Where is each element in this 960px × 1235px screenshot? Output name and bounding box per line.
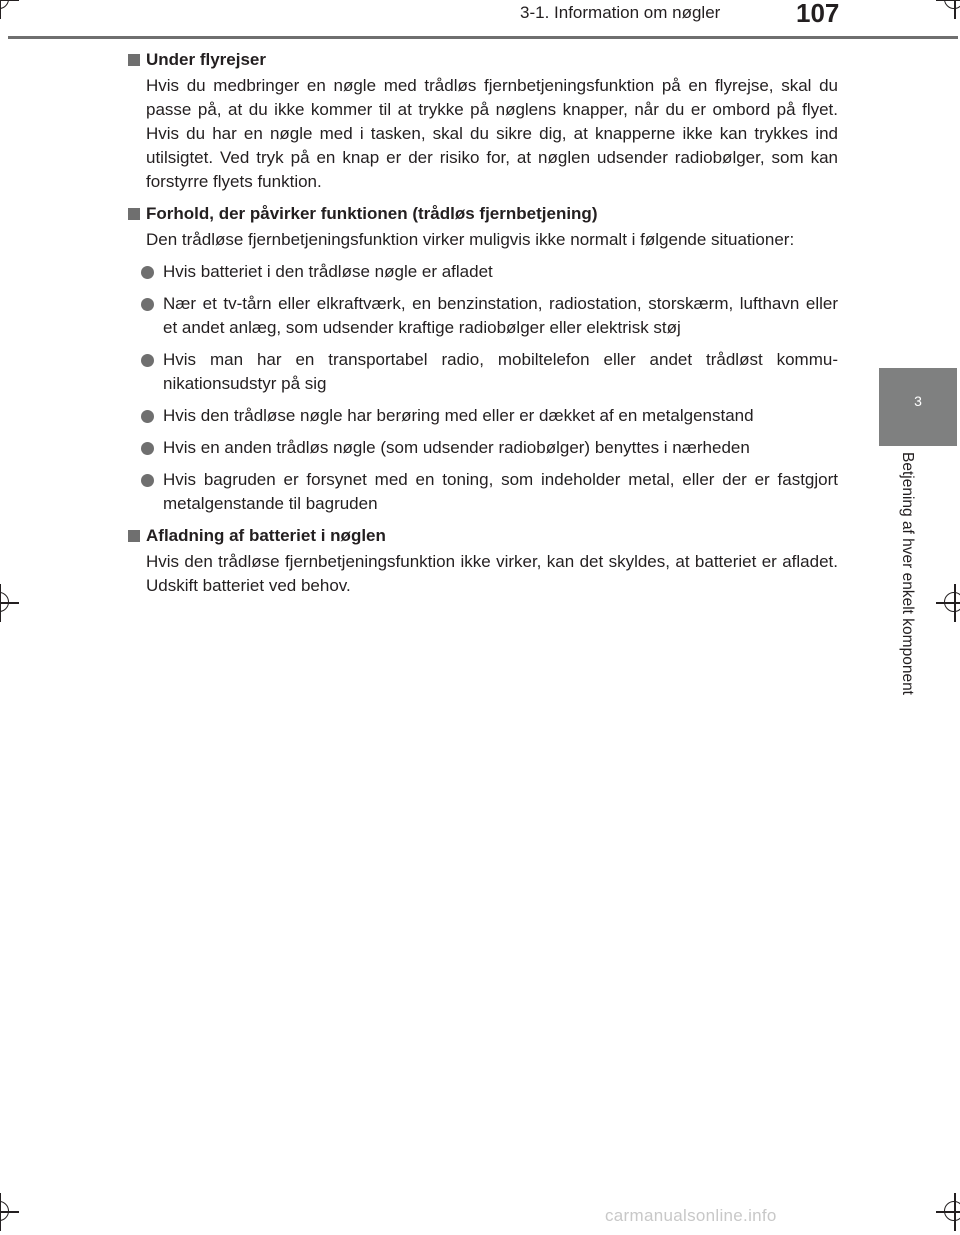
section-heading [128, 48, 838, 72]
registration-mark-icon [0, 0, 11, 11]
round-bullet-icon [141, 474, 154, 487]
square-bullet-icon [128, 208, 140, 220]
section-heading-text: Afladning af batteriet i nøglen [146, 526, 386, 545]
round-bullet-icon [141, 354, 154, 367]
list-item-text: Hvis den trådløse nøgle har berøring med eller er dækket af en metalgenstand [163, 406, 754, 425]
registration-mark-icon [944, 592, 960, 614]
section-heading [128, 202, 838, 226]
watermark-footer: carmanualsonline.info [605, 1206, 777, 1225]
chapter-tab [879, 368, 957, 446]
list-item [128, 468, 838, 516]
registration-mark-icon [0, 1201, 11, 1223]
chapter-title: Betjening af hver enkelt komponent [899, 452, 916, 695]
main-content [128, 48, 838, 598]
section-paragraph: Den trådløse fjernbetjeningsfunktion virker muligvis ikke normalt i følgende situationer: [146, 230, 795, 249]
round-bullet-icon [141, 442, 154, 455]
list-item-text: Hvis man har en transportabel radio, mobiltelefon eller andet trådløst kommu-nikationsudstyr på sig [163, 350, 838, 393]
square-bullet-icon [128, 530, 140, 542]
chapter-number: 3 [914, 393, 922, 409]
list-item-text: Hvis en anden trådløs nøgle (som udsender radiobølger) benyttes i nærheden [163, 438, 750, 457]
registration-mark-icon [0, 592, 11, 614]
list-item [128, 260, 838, 284]
section-paragraph: Hvis du medbringer en nøgle med trådløs fjernbetjeningsfunktion på en flyrejse, skal du passe på, at du ikke kommer til at trykke på nøglens knapper, når du er ombord på flyet. Hvis du har en nøgle med i tasken, skal du sikre dig, at knapperne ikke kan trykkes ind utilsigtet. Ved tryk på en knap er der risiko for, at nøglen udsender radiobølger, som kan forstyrre flyets funktion. [146, 76, 838, 191]
round-bullet-icon [141, 266, 154, 279]
section-paragraph: Hvis den trådløse fjernbetjeningsfunktion ikke virker, kan det skyldes, at batteriet er afladet. Udskift batteriet ved behov. [146, 552, 838, 595]
registration-mark-icon [944, 1201, 960, 1223]
round-bullet-icon [141, 410, 154, 423]
list-item-text: Hvis bagruden er forsynet med en toning, som indeholder metal, eller der er fastgjort metalgenstande til bagruden [163, 470, 838, 513]
section-heading-text: Forhold, der påvirker funktionen (trådløs fjernbetjening) [146, 204, 598, 223]
list-item [128, 292, 838, 340]
registration-mark-icon [944, 0, 960, 11]
section-heading [128, 524, 838, 548]
header-rule [8, 36, 958, 39]
list-item [128, 348, 838, 396]
list-item-text: Nær et tv-tårn eller elkraftværk, en benzinstation, radiostation, storskærm, lufthavn eller et andet anlæg, som udsender kraftige radiobølger eller elektrisk støj [163, 294, 838, 337]
list-item [128, 436, 838, 460]
page-number: 107 [796, 0, 840, 28]
section-heading-text: Under flyrejser [146, 50, 266, 69]
round-bullet-icon [141, 298, 154, 311]
square-bullet-icon [128, 54, 140, 66]
running-header-section: 3-1. Information om nøgler [520, 3, 721, 22]
list-item-text: Hvis batteriet i den trådløse nøgle er afladet [163, 262, 493, 281]
list-item [128, 404, 838, 428]
